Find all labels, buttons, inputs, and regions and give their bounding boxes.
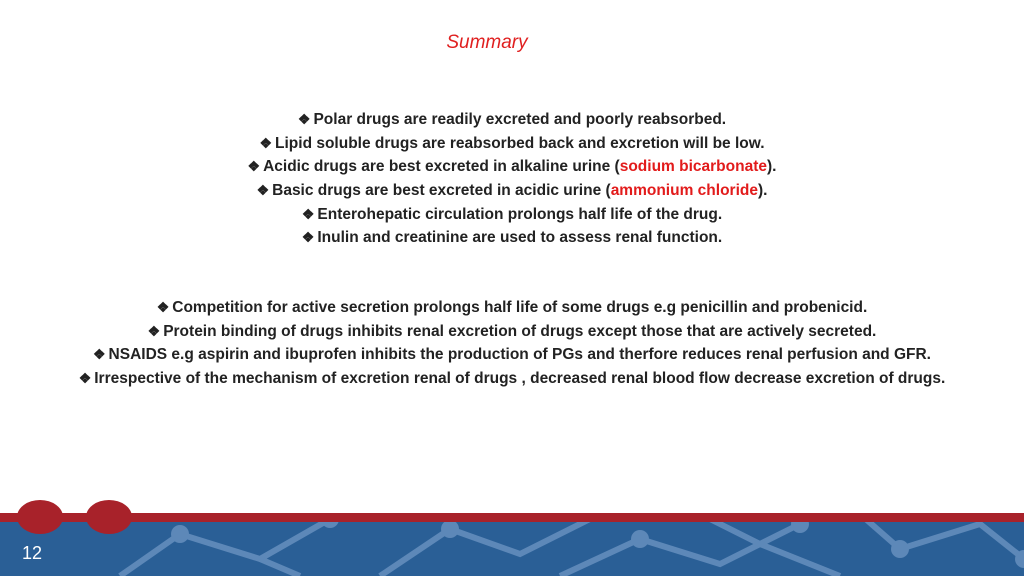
summary-group-2	[0, 296, 1024, 391]
bullet-item	[0, 155, 1024, 179]
bullet-text: Lipid soluble drugs are reabsorbed back and excretion will be low.	[275, 134, 765, 152]
bullet-text: Basic drugs are best excreted in acidic urine (	[272, 182, 611, 200]
diamond-bullet-icon: ❖	[297, 111, 311, 127]
bullet-item	[0, 343, 1024, 367]
pattern-line	[120, 519, 330, 576]
bullet-item	[0, 296, 1024, 320]
bullet-item	[0, 367, 1024, 391]
pattern-line	[380, 514, 600, 576]
footer-red-bar	[0, 513, 1024, 522]
footer-network-pattern	[0, 514, 1024, 576]
pattern-node	[631, 530, 649, 548]
bullet-text-end: ).	[757, 182, 768, 200]
bullet-text: NSAIDS e.g aspirin and ibuprofen inhibits the production of PGs and therfore reduces renal perfusion and GFR.	[108, 346, 931, 364]
bullet-text: Polar drugs are readily excreted and poorly reabsorbed.	[313, 111, 727, 128]
bullet-item	[0, 320, 1024, 344]
bullet-text: Irrespective of the mechanism of excretion renal of drugs , decreased renal blood flow decrease excretion of drugs.	[94, 370, 946, 388]
pattern-line	[560, 524, 800, 576]
bullet-text: Inulin and creatinine are used to assess renal function.	[317, 229, 723, 247]
diamond-bullet-icon: ❖	[247, 158, 261, 175]
diamond-bullet-icon: ❖	[301, 229, 315, 246]
highlight-text: ammonium chloride	[610, 182, 758, 200]
pattern-line	[260, 559, 300, 576]
decorative-dot-icon	[86, 500, 132, 534]
bullet-text: Protein binding of drugs inhibits renal excretion of drugs except those that are actively secreted.	[163, 322, 877, 340]
diamond-bullet-icon: ❖	[156, 299, 170, 315]
bullet-text: Acidic drugs are best excreted in alkaline urine (	[263, 158, 620, 176]
page-number: 12	[22, 543, 43, 563]
footer-band	[0, 514, 1024, 576]
bullet-item	[0, 203, 1024, 227]
bullet-item	[0, 226, 1024, 250]
decorative-dot-icon	[17, 500, 63, 534]
slide-title: Summary	[446, 32, 528, 53]
diamond-bullet-icon: ❖	[78, 370, 92, 387]
bullet-text: Competition for active secretion prolongs half life of some drugs e.g penicillin and probenicid.	[172, 299, 868, 316]
diamond-bullet-icon: ❖	[301, 205, 315, 222]
bullet-item	[0, 179, 1024, 203]
bullet-text: Enterohepatic circulation prolongs half life of the drug.	[317, 205, 723, 223]
bullet-text-end: ).	[767, 158, 777, 176]
diamond-bullet-icon: ❖	[92, 346, 106, 363]
diamond-bullet-icon: ❖	[147, 322, 161, 339]
diamond-bullet-icon: ❖	[256, 182, 270, 199]
highlight-text: sodium bicarbonate	[619, 158, 767, 176]
bullet-item	[0, 108, 1024, 132]
pattern-node	[171, 525, 189, 543]
summary-group-1	[0, 108, 1024, 250]
pattern-node	[891, 540, 909, 558]
bullet-item	[0, 132, 1024, 156]
pattern-node	[441, 520, 459, 538]
diamond-bullet-icon: ❖	[259, 134, 273, 151]
